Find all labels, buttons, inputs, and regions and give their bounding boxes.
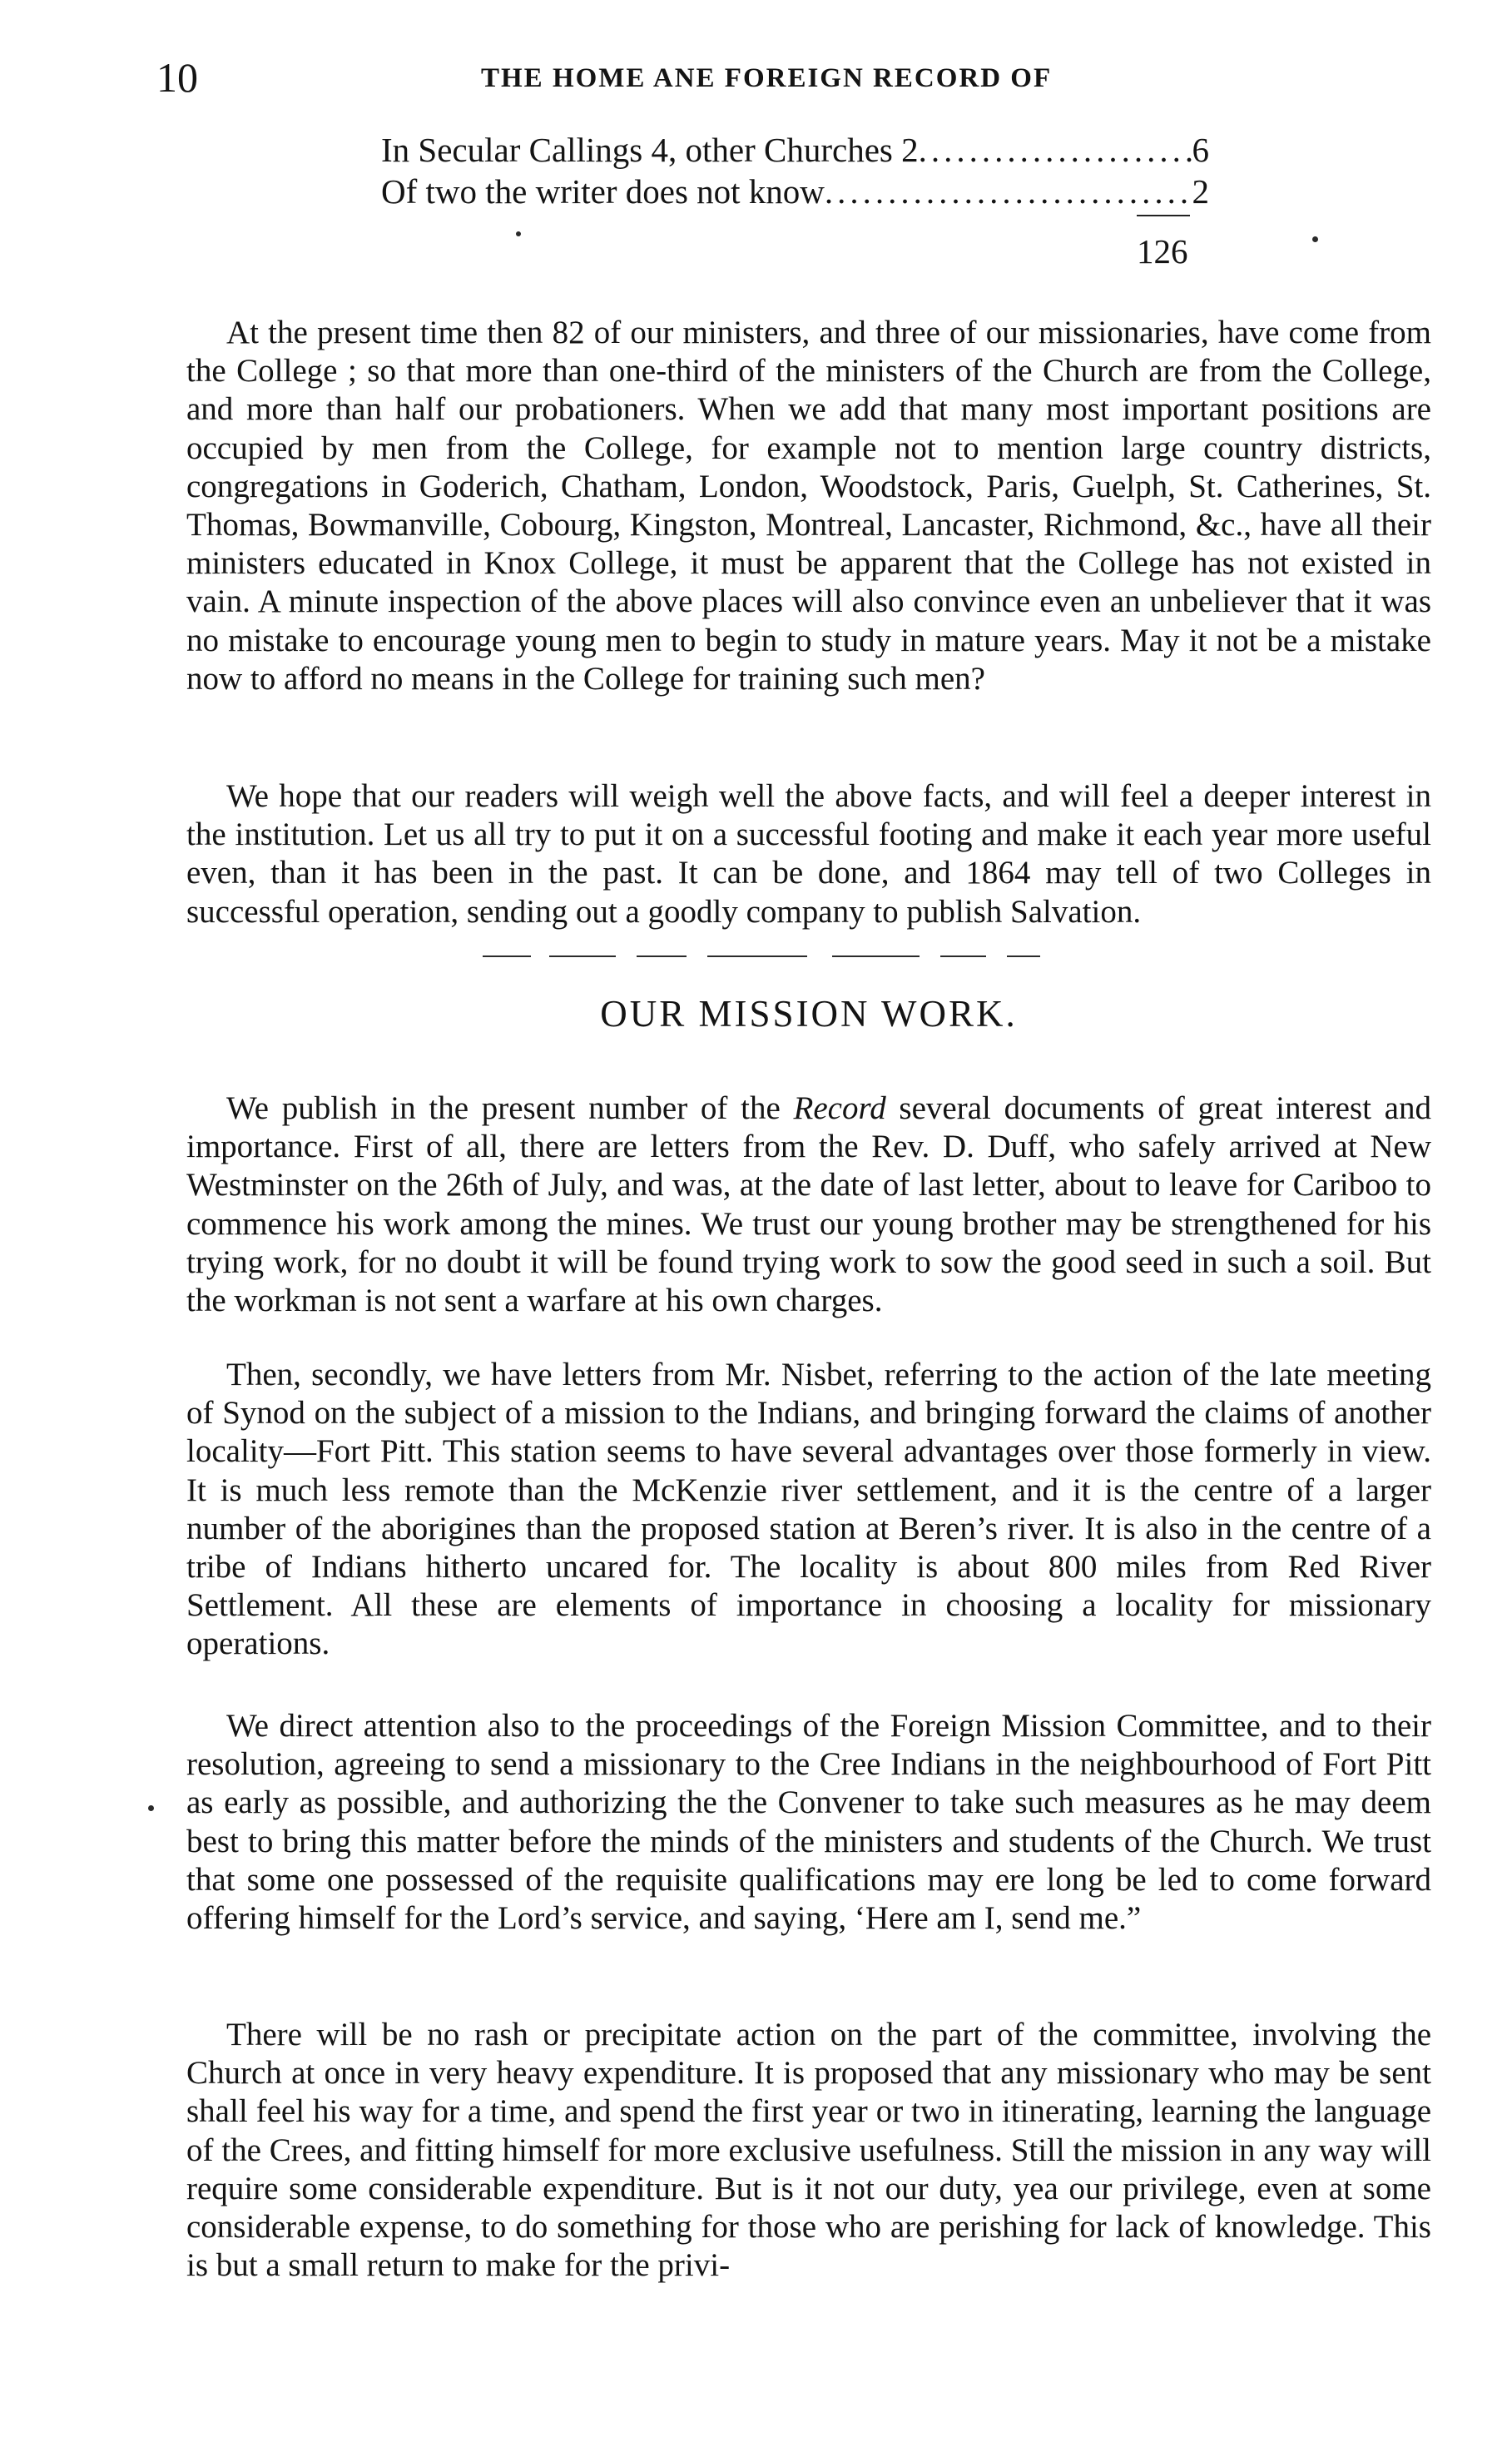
paragraph-readers-appeal: We hope that our readers will weigh well the above facts, and will feel a deeper interest in the institution. Let us all try to put it on a successful footing and make it each year more useful even, than it has been in the past. It can be done, and 1864 may tell of two Colleges in successful operation, sending out a goodly company to publish Salvation. xyxy=(186,778,1431,930)
tally-label: In Secular Callings 4, other Churches 2 xyxy=(381,131,919,169)
paragraph-documents xyxy=(186,1089,1431,1320)
paragraph-text: We publish in the present number of the xyxy=(226,1090,794,1126)
page-number: 10 xyxy=(156,54,198,101)
print-speck xyxy=(516,231,521,236)
ministers-tally xyxy=(381,129,1209,212)
running-head: THE HOME ANE FOREIGN RECORD OF xyxy=(481,63,1053,93)
record-title: Record xyxy=(793,1090,886,1126)
section-title: OUR MISSION WORK. xyxy=(600,993,1018,1035)
tally-total: 126 xyxy=(1137,232,1188,271)
section-divider xyxy=(466,951,1082,961)
sum-rule xyxy=(1137,215,1190,216)
print-speck xyxy=(148,1805,154,1811)
page-header xyxy=(156,48,1430,107)
tally-label: Of two the writer does not know xyxy=(381,172,825,211)
tally-row xyxy=(381,129,1209,171)
paragraph-committee-resolution: We direct attention also to the proceedings of the Foreign Mission Committee, and to their resolution, agreeing to send a missionary to the Cree Indians in the neighbourhood of Fort Pitt as early as possible, and authorizing the the Convener to take such measures as he may deem best to bring this matter before the minds of the ministers and students of the Church. We trust that some one possessed of the requisite qualifications may ere long be led to come forward offering himself for the Lord’s service, and saying, ‘Here am I, send me.” xyxy=(186,1708,1431,1937)
paragraph-nisbet-letters: Then, secondly, we have letters from Mr. Nisbet, referring to the action of the late meeting of Synod on the subject of a mission to the Indians, and bringing forward the claims of another locality—Fort Pitt. This station seems to have several advantages over those formerly in view. It is much less remote than the McKenzie river settlement, and it is the centre of a larger number of the aborigines than the proposed station at Beren’s river. It is also in the centre of a tribe of Indians hitherto uncared for. The locality is about 800 miles from Red River Settlement. All these are elements of importance in choosing a locality for missionary operations. xyxy=(186,1357,1431,1662)
paragraph-college-ministers: At the present time then 82 of our ministers, and three of our missionaries, have come from the College ; so that more than one-third of the ministers of the Church are from the College, and more than half our probationers. When we add that many most important positions are occupied by men from the College, for example not to mention large country districts, congregations in Goderich, Chatham, London, Woodstock, Paris, Guelph, St. Catherines, St. Thomas, Bowmanville, Cobourg, Kingston, Montreal, Lancaster, Richmond, &c., have all their ministers educated in Knox College, it must be apparent that the College has not existed in vain. A minute inspection of the above places will also convince even an unbeliever that it was no mistake to encourage young men to begin to study in mature years. May it not be a mistake now to afford no means in the College for training such men? xyxy=(186,315,1431,697)
leader-dots xyxy=(919,129,1192,171)
paragraph-expenditure: There will be no rash or precipitate action on the part of the committee, involving the Church at once in very heavy expenditure. It is proposed that any missionary who may be sent shall feel his way for a time, and spend the first year or two in itinerating, learning the language of the Crees, and fitting himself for more exclusive usefulness. Still the mission in any way will require some considerable expenditure. But is it not our duty, yea our privilege, even at some considerable expense, to do something for those who are perishing for lack of knowledge. This is but a small return to make for the privi- xyxy=(186,2017,1431,2284)
leader-dots xyxy=(825,171,1192,212)
print-speck xyxy=(1312,236,1318,242)
tally-value: 6 xyxy=(1192,131,1209,169)
tally-value: 2 xyxy=(1192,172,1209,211)
paragraph-text: several documents of great interest and importance. First of all, there are letters from the Rev. D. Duff, who safely arrived at New Westminster on the 26th of July, and was, at the date of last letter, about to leave for Cariboo to commence his work among the mines. We trust our young brother may be strengthened for his trying work, for no doubt it will be found trying work to sow the good seed in such a soil. But the workman is not sent a warfare at his own charges. xyxy=(186,1090,1431,1319)
tally-row xyxy=(381,171,1209,212)
